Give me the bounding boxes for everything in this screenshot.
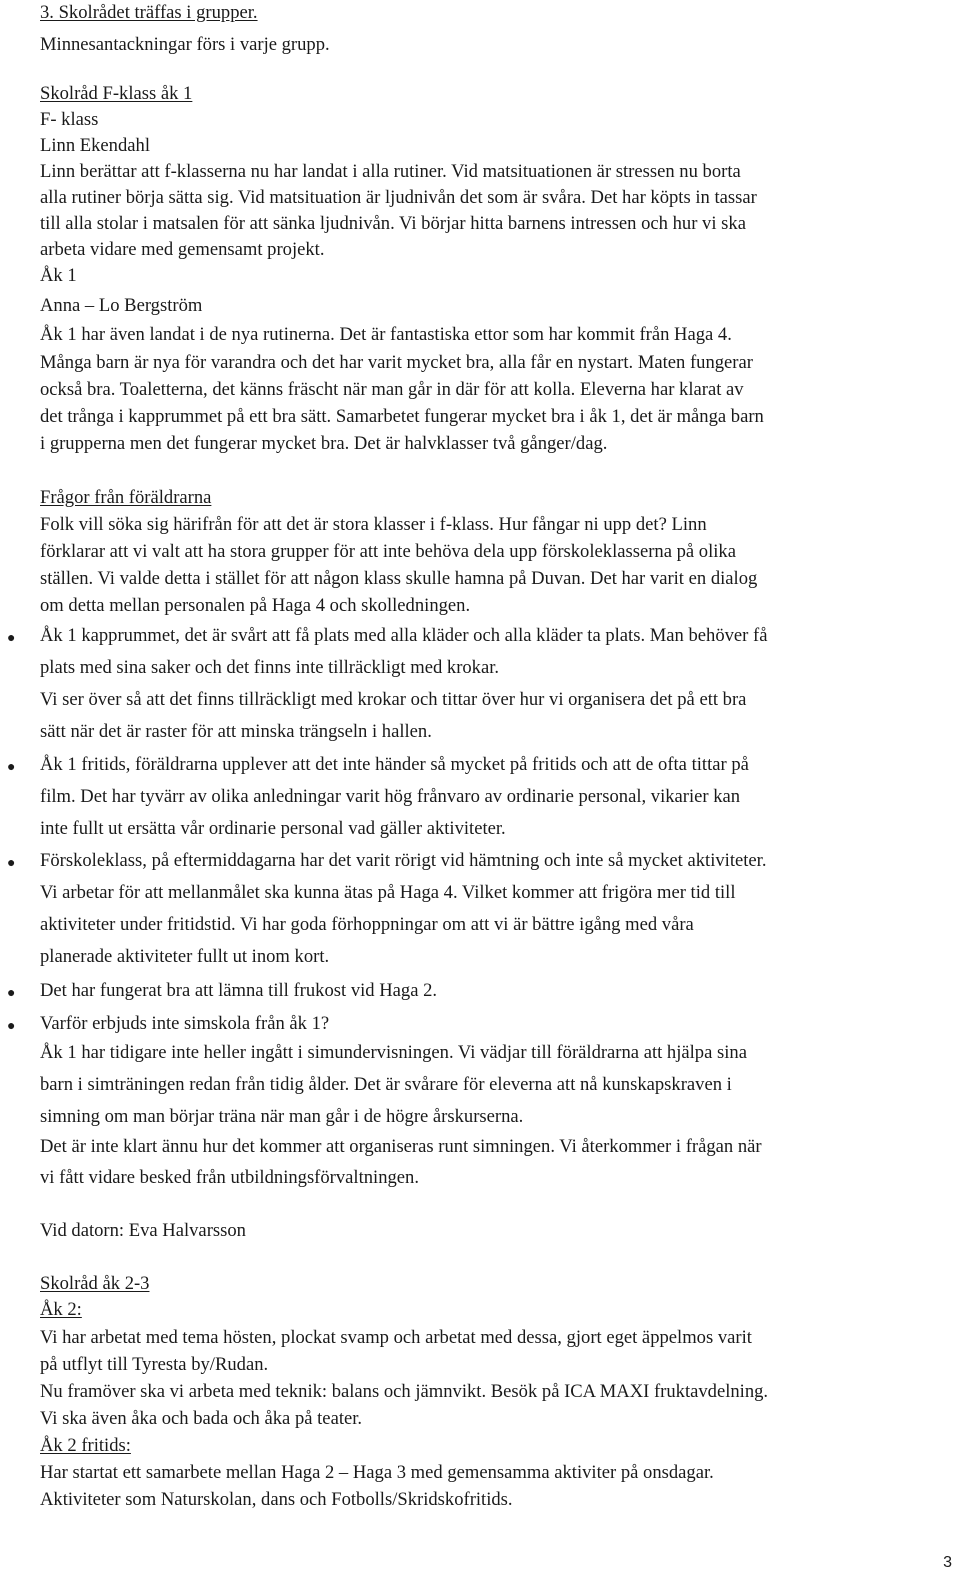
text-line: Vi arbetar för att mellanmålet ska kunna ätas på Haga 4. Vilket kommer att frigöra mer tid till [40,882,736,903]
text-line: Anna – Lo Bergström [40,295,203,316]
text-line: Aktiviteter som Naturskolan, dans och Fotbolls/Skridskofritids. [40,1489,513,1510]
text-line: Åk 1 har även landat i de nya rutinerna. Det är fantastiska ettor som har kommit från Haga 4. [40,324,732,345]
bullet-text: Förskoleklass, på eftermiddagarna har det varit rörigt vid hämtning och inte så mycket aktiviteter. [40,850,767,871]
section-heading: Skolråd åk 2-3 [40,1273,150,1294]
text-line: Det är inte klart ännu hur det kommer att organiseras runt simningen. Vi återkommer i frågan när [40,1136,762,1157]
text-line: också bra. Toaletterna, det känns fräscht när man går in där för att kolla. Eleverna har klarat av [40,379,744,400]
bullet-text: Åk 1 fritids, föräldrarna upplever att det inte händer så mycket på fritids och att de ofta tittar på [40,754,749,775]
text-line: det trånga i kapprummet på ett bra sätt. Samarbetet fungerar mycket bra i åk 1, det är många barn [40,406,764,427]
bullet-icon: ● [7,986,16,1001]
text-line: film. Det har tyvärr av olika anledningar varit hög frånvaro av ordinarie personal, vikarier kan [40,786,741,807]
text-line: Nu framöver ska vi arbeta med teknik: balans och jämnvikt. Besök på ICA MAXI fruktavdelning. [40,1381,769,1402]
bullet-icon: ● [7,856,16,871]
section-heading: Frågor från föräldrarna [40,487,212,508]
text-line: Vi ska även åka och bada och åka på teater. [40,1408,363,1429]
section-heading: Åk 2: [40,1299,82,1320]
text-line [7,980,438,1002]
text-line: om detta mellan personalen på Haga 4 och skolledningen. [40,595,471,616]
text-line [7,625,768,647]
text-line: ställen. Vi valde detta i stället för att någon klass skulle hamna på Duvan. Det har varit en dialog [40,568,758,589]
text-line: i grupperna men det fungerar mycket bra. Det är halvklasser två gånger/dag. [40,433,608,454]
text-line: plats med sina saker och det finns inte tillräckligt med krokar. [40,657,500,678]
text-line: F- klass [40,109,99,130]
text-line [7,1013,330,1035]
text-line: aktiviteter under fritidstid. Vi har goda förhoppningar om att vi är bättre igång med våra [40,914,694,935]
text-line: förklarar att vi valt att ha stora grupper för att inte behöva dela upp förskoleklasserna på olika [40,541,736,562]
text-line: Åk 1 har tidigare inte heller ingått i simundervisningen. Vi vädjar till föräldrarna att hjälpa sina [40,1042,747,1063]
text-line: Folk vill söka sig härifrån för att det är stora klasser i f-klass. Hur fångar ni upp det? Linn [40,514,707,535]
text-line: simning om man börjar träna när man går i de högre årskurserna. [40,1106,524,1127]
text-line: Vid datorn: Eva Halvarsson [40,1220,246,1241]
text-line [7,850,767,872]
text-line [7,754,749,776]
bullet-text: Varför erbjuds inte simskola från åk 1? [40,1013,330,1034]
text-line: till alla stolar i matsalen för att sänka ljudnivån. Vi börjar hitta barnens intressen och hur vi ska [40,213,746,234]
text-line: på utflyt till Tyresta by/Rudan. [40,1354,269,1375]
text-line: Åk 1 [40,265,77,286]
text-line: barn i simträningen redan från tidig ålder. Det är svårare för eleverna att nå kunskapskraven i [40,1074,732,1095]
text-line: vi fått vidare besked från utbildningsförvaltningen. [40,1167,420,1188]
section-heading: 3. Skolrådet träffas i grupper. [40,2,258,23]
text-line: Har startat ett samarbete mellan Haga 2 – Haga 3 med gemensamma aktiviter på onsdagar. [40,1462,714,1483]
text-line: Många barn är nya för varandra och det har varit mycket bra, alla får en nystart. Maten fungerar [40,352,753,373]
text-line: Minnesantackningar förs i varje grupp. [40,34,330,55]
bullet-icon: ● [7,1019,16,1034]
bullet-text: Åk 1 kapprummet, det är svårt att få plats med alla kläder och alla kläder ta plats. Man behöver få [40,625,768,646]
text-line: arbeta vidare med gemensamt projekt. [40,239,325,260]
text-line: Linn Ekendahl [40,135,150,156]
text-line: Linn berättar att f-klasserna nu har landat i alla rutiner. Vid matsituationen är stressen nu borta [40,161,741,182]
text-line: inte fullt ut ersätta vår ordinarie personal vad gäller aktiviteter. [40,818,506,839]
bullet-icon: ● [7,631,16,646]
text-line: Vi ser över så att det finns tillräckligt med krokar och tittar över hur vi organisera det på ett bra [40,689,747,710]
bullet-text: Det har fungerat bra att lämna till frukost vid Haga 2. [40,980,438,1001]
text-line: planerade aktiviteter fullt ut inom kort. [40,946,330,967]
section-heading: Åk 2 fritids: [40,1435,131,1456]
text-line: sätt när det är raster för att minska trängseln i hallen. [40,721,432,742]
text-line: Vi har arbetat med tema hösten, plockat svamp och arbetat med dessa, gjort eget äppelmos varit [40,1327,752,1348]
bullet-icon: ● [7,760,16,775]
page-number: 3 [943,1554,952,1571]
section-heading: Skolråd F-klass åk 1 [40,83,193,104]
text-line: alla rutiner börja sätta sig. Vid matsituation är ljudnivån det som är svåra. Det har köpts in tassar [40,187,757,208]
